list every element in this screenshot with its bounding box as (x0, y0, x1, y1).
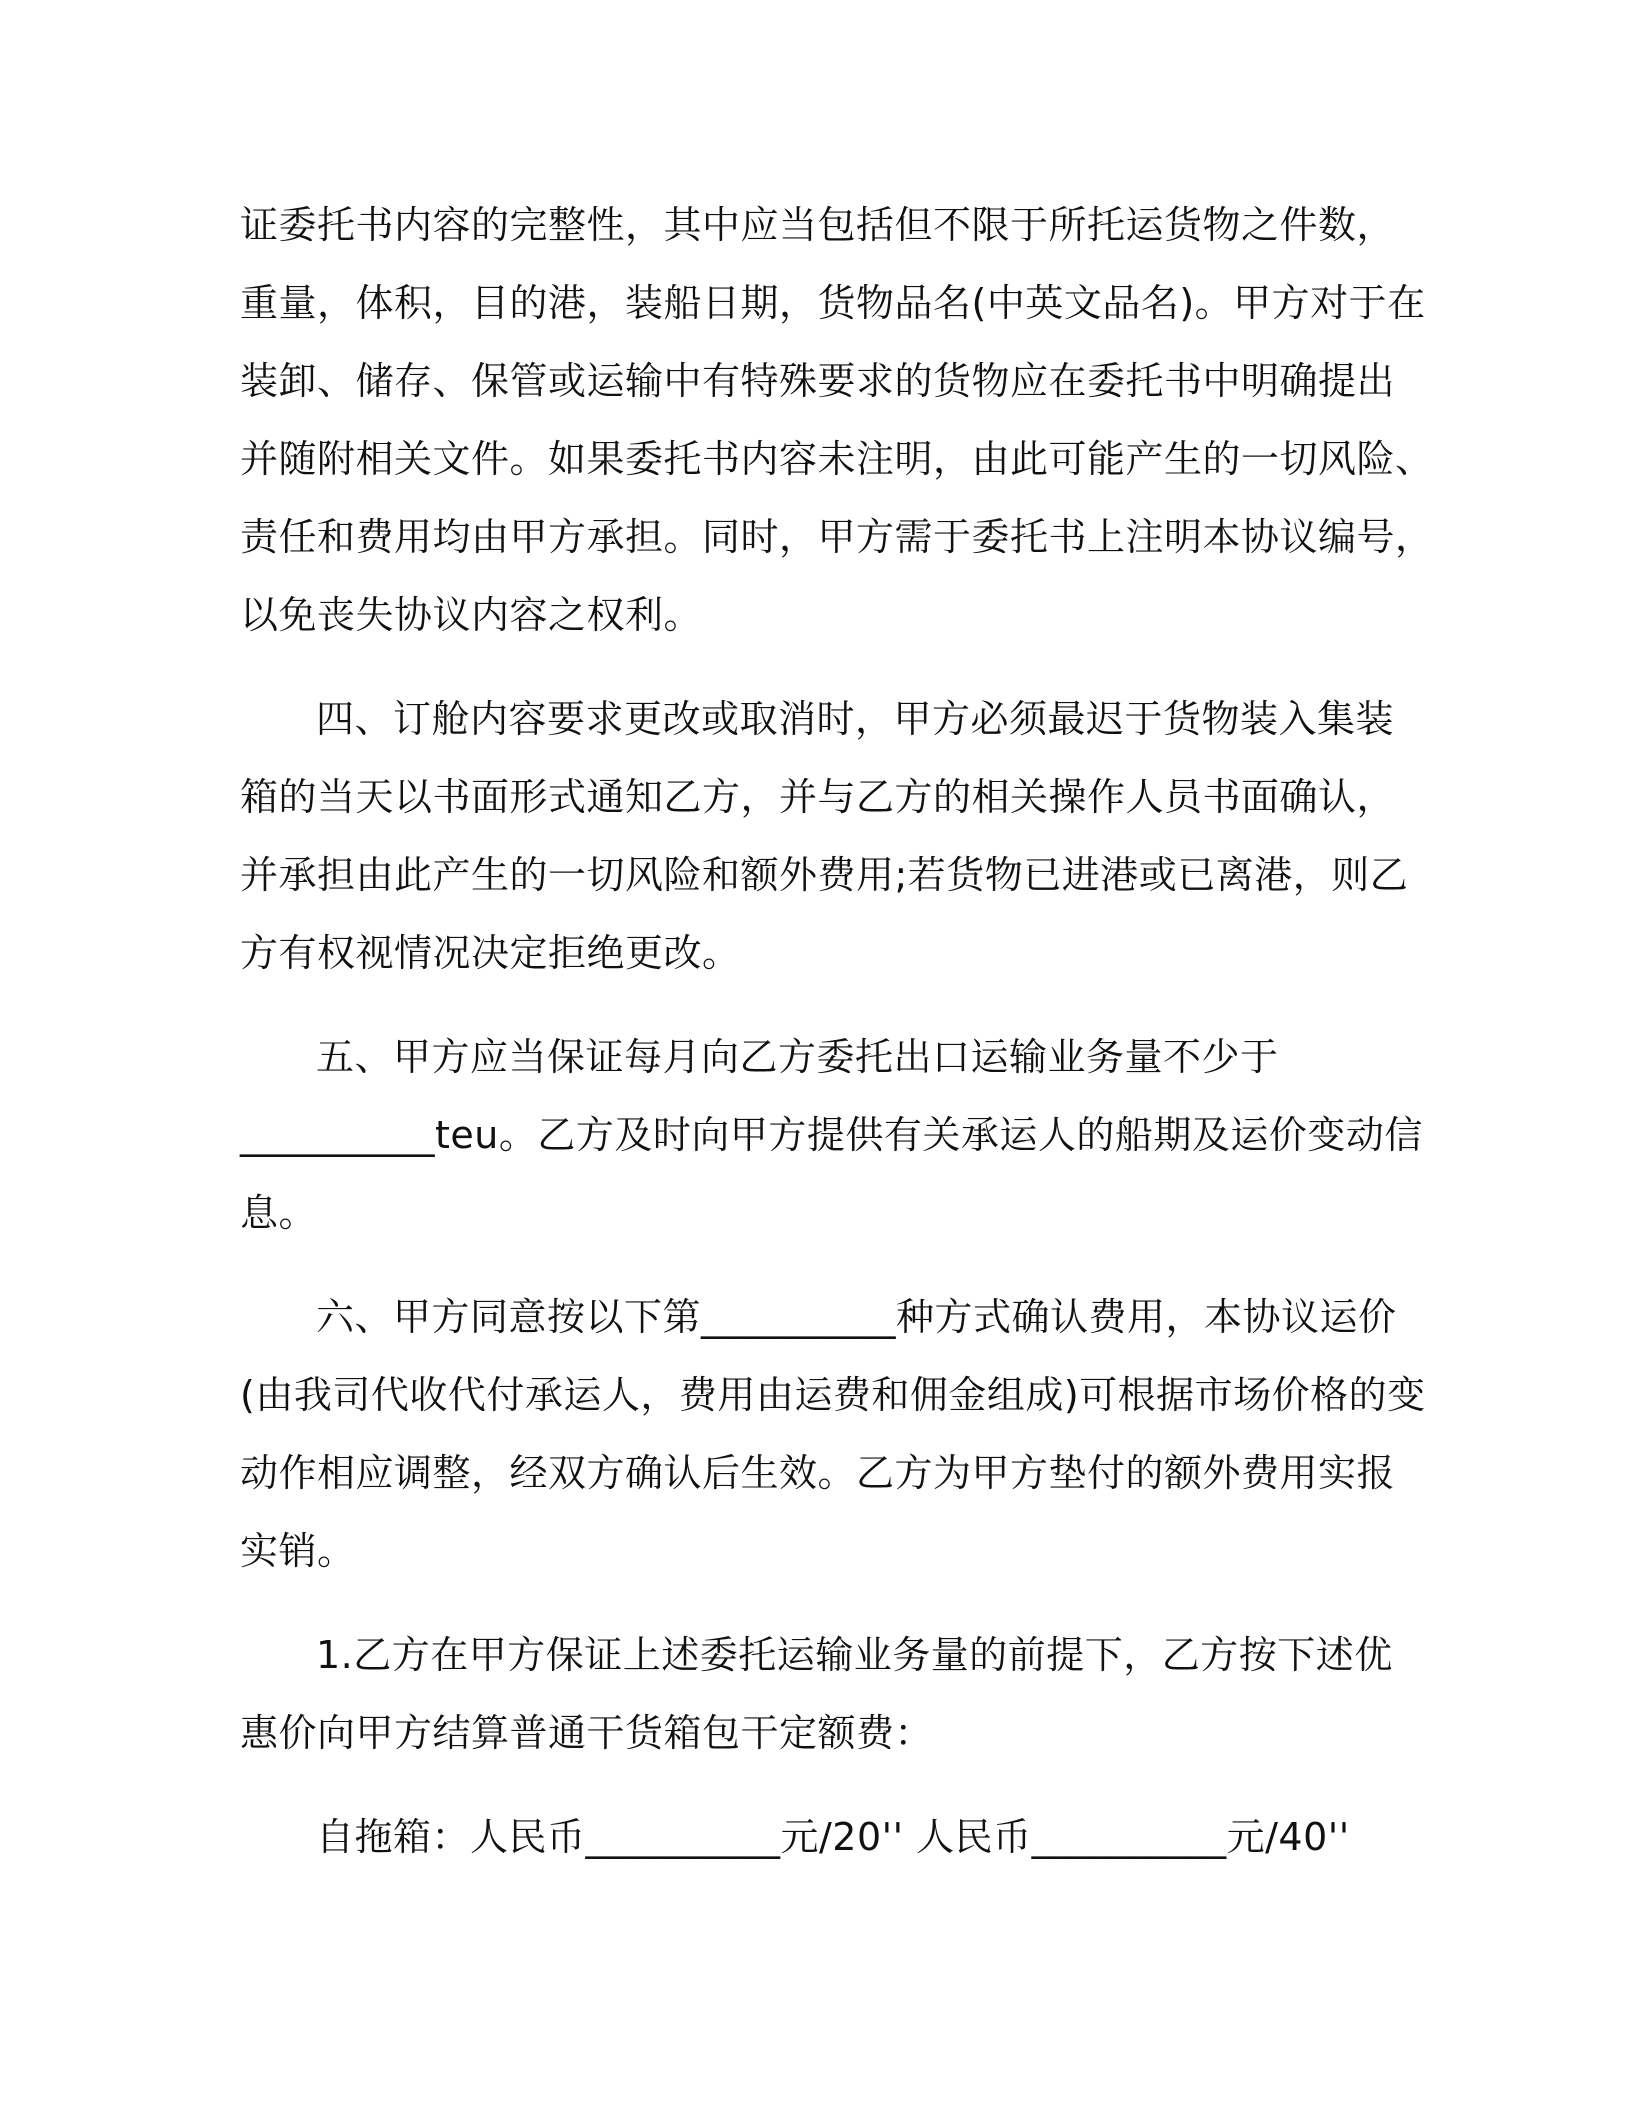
text-line: 五、甲方应当保证每月向乙方委托出口运输业务量不少于 (316, 1035, 1279, 1079)
text-line: 息。 (240, 1191, 318, 1235)
text-line: 重量，体积，目的港，装船日期，货物品名(中英文品名)。甲方对于在 (240, 281, 1426, 325)
text-line: 自拖箱：人民币__________元/20'' 人民币__________元/40'' (316, 1815, 1350, 1859)
text-line: 并随附相关文件。如果委托书内容未注明，由此可能产生的一切风险、 (240, 437, 1434, 481)
text-line: 动作相应调整，经双方确认后生效。乙方为甲方垫付的额外费用实报 (240, 1451, 1396, 1495)
paragraph-item-1 (240, 1616, 1393, 1772)
paragraph-clause-4 (240, 680, 1409, 992)
text-line: 装卸、储存、保管或运输中有特殊要求的货物应在委托书中明确提出 (240, 359, 1396, 403)
paragraph-clause-6 (240, 1278, 1426, 1590)
paragraph-clause-3-continued (240, 186, 1434, 654)
paragraph-self-haul-rate (240, 1798, 1380, 1876)
text-line: 证委托书内容的完整性，其中应当包括但不限于所托运货物之件数， (240, 203, 1396, 247)
text-line: 箱的当天以书面形式通知乙方，并与乙方的相关操作人员书面确认， (240, 775, 1396, 819)
text-line: 方有权视情况决定拒绝更改。 (240, 931, 741, 975)
text-line: __________teu。乙方及时向甲方提供有关承运人的船期及运价变动信 (240, 1113, 1423, 1157)
text-line: 实销。 (240, 1529, 356, 1573)
text-line: 并承担由此产生的一切风险和额外费用;若货物已进港或已离港，则乙 (240, 853, 1409, 897)
text-line: 1.乙方在甲方保证上述委托运输业务量的前提下，乙方按下述优 (316, 1633, 1393, 1677)
text-line: 六、甲方同意按以下第__________种方式确认费用，本协议运价 (316, 1295, 1397, 1339)
document-page (240, 186, 1434, 1876)
text-line: 责任和费用均由甲方承担。同时，甲方需于委托书上注明本协议编号， (240, 515, 1434, 559)
text-line: 四、订舱内容要求更改或取消时，甲方必须最迟于货物装入集装 (316, 697, 1395, 741)
paragraph-clause-5 (240, 1018, 1423, 1252)
text-line: 以免丧失协议内容之权利。 (240, 593, 703, 637)
text-line: (由我司代收代付承运人，费用由运费和佣金组成)可根据市场价格的变 (240, 1373, 1426, 1417)
text-line: 惠价向甲方结算普通干货箱包干定额费： (240, 1711, 934, 1755)
